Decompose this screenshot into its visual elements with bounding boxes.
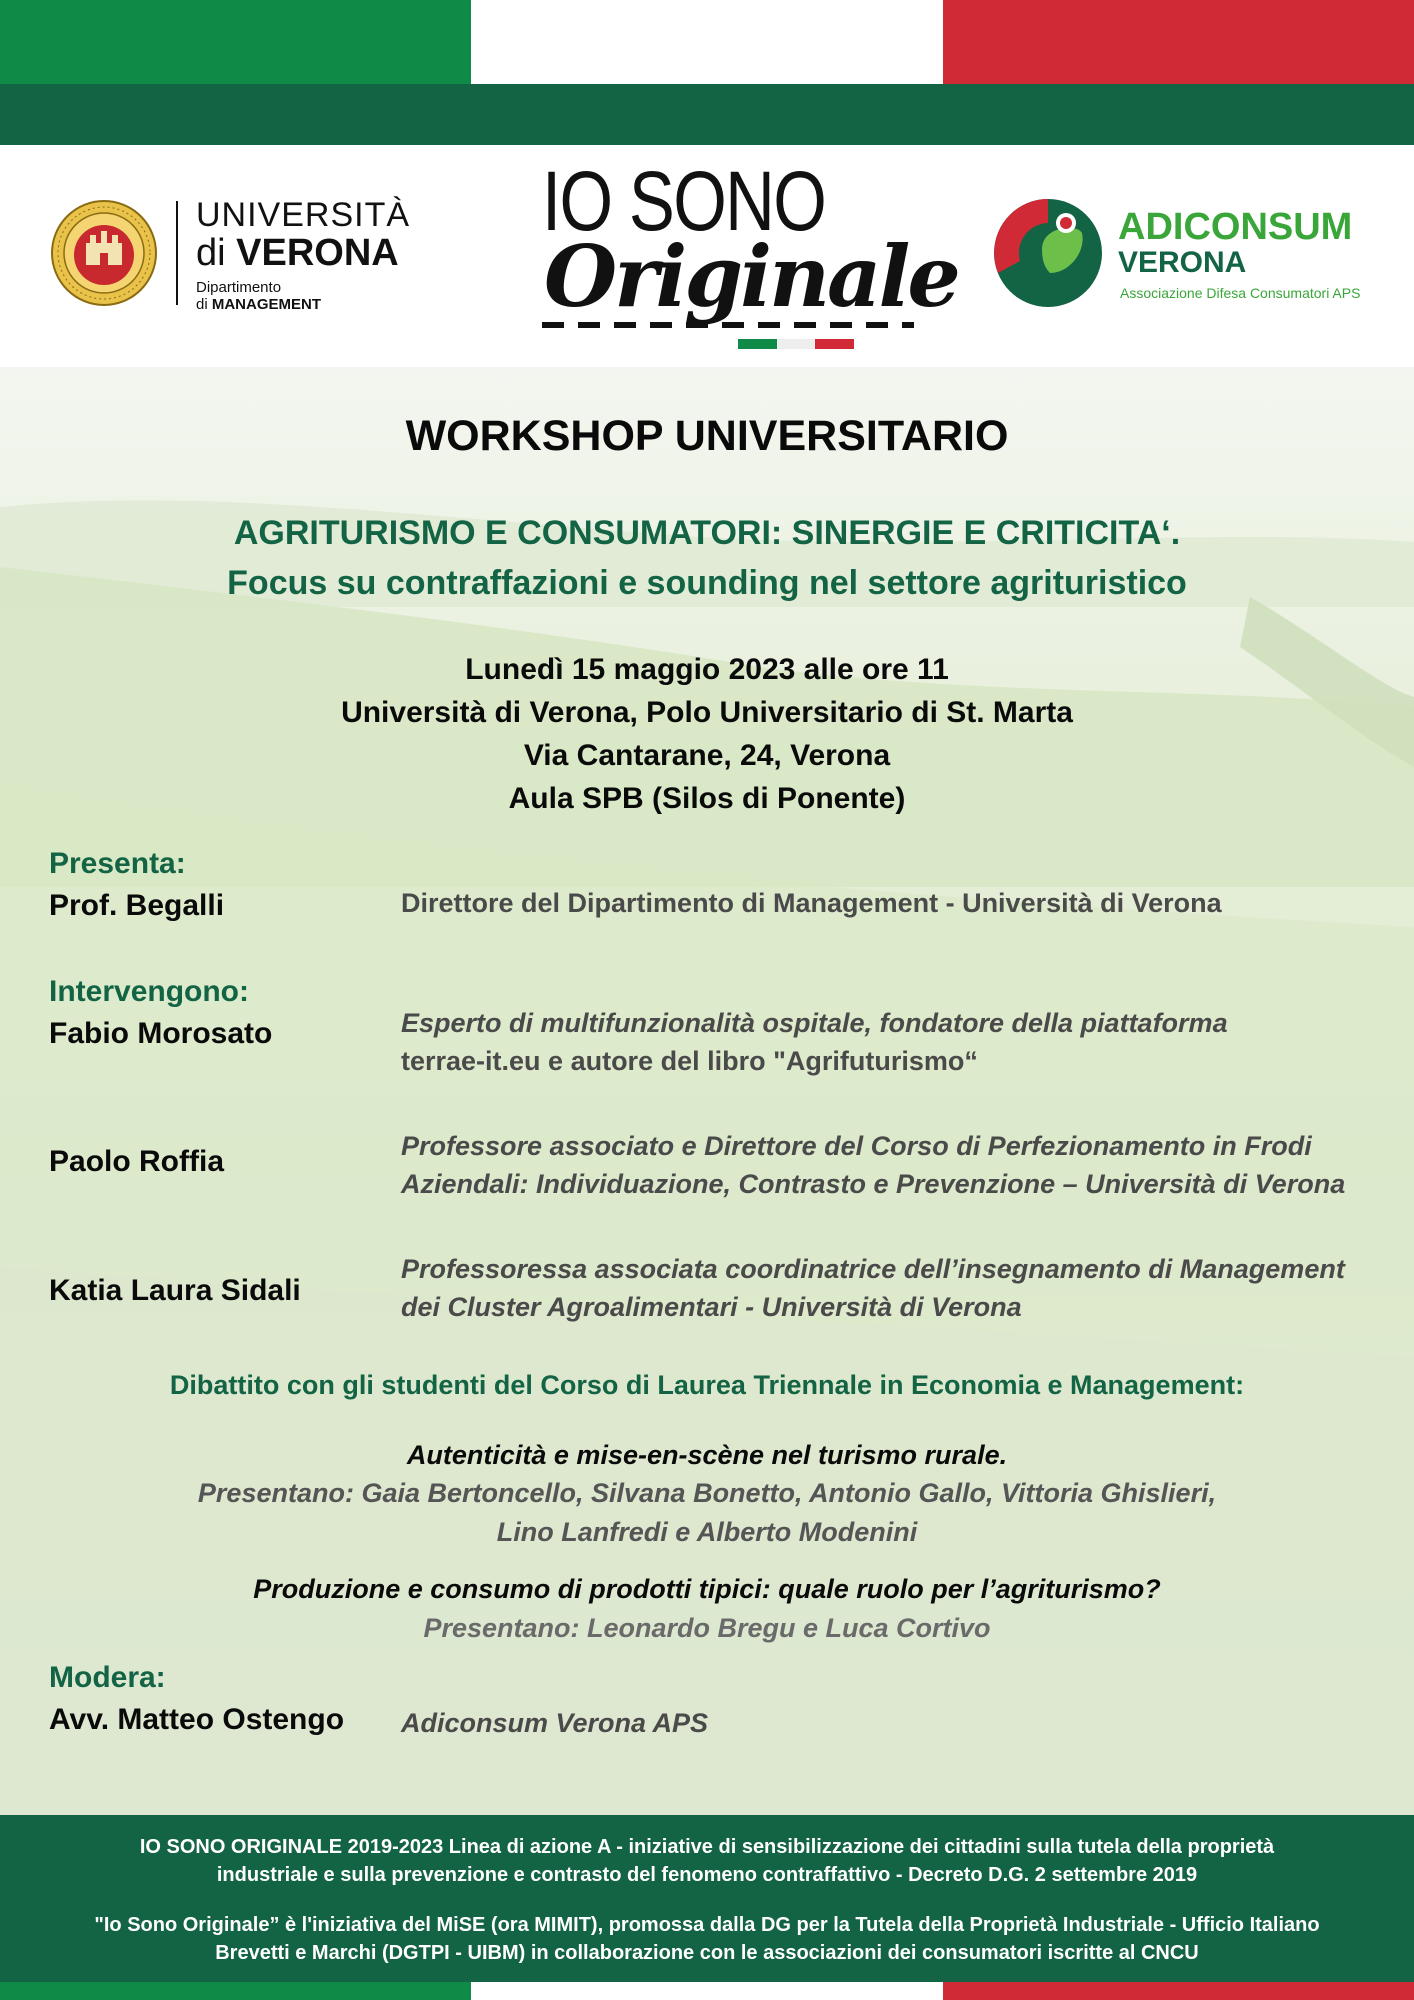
presenter-name: Prof. Begalli bbox=[49, 889, 225, 922]
footer-band bbox=[0, 1815, 1414, 1982]
univr-di: di bbox=[196, 232, 226, 274]
speaker-name: Paolo Roffia bbox=[49, 1145, 225, 1178]
speaker-role-line1: Esperto di multifunzionalità ospitale, fondatore della piattaforma bbox=[401, 1008, 1228, 1038]
footer-line4: Brevetti e Marchi (DGTPI - UIBM) in collaborazione con le associazioni dei consumatori iscritte al CNCU bbox=[215, 1942, 1199, 1964]
univr-dept-name: MANAGEMENT bbox=[211, 296, 322, 313]
univr-university-word: UNIVERSITÀ bbox=[196, 196, 411, 234]
intervengono-label: Intervengono: bbox=[49, 975, 249, 1008]
italian-flag-bottom bbox=[0, 1982, 1414, 2000]
iso-top-text: IO SONO bbox=[542, 154, 826, 248]
workshop-subtitle-line2: Focus su contraffazioni e sounding nel settore agrituristico bbox=[227, 564, 1187, 602]
workshop-title: WORKSHOP UNIVERSITARIO bbox=[405, 412, 1009, 460]
presenta-label: Presenta: bbox=[49, 847, 186, 880]
topic-title: Produzione e consumo di prodotti tipici: quale ruolo per l’agriturismo? bbox=[253, 1574, 1161, 1604]
univr-dept-di: di bbox=[196, 296, 208, 313]
topic-presenters-line2: Lino Lanfredi e Alberto Modenini bbox=[496, 1517, 918, 1547]
iso-bottom-text: Originale bbox=[544, 227, 958, 326]
flag-red-stripe bbox=[943, 1982, 1414, 2000]
topic-title: Autenticità e mise-en-scène nel turismo rurale. bbox=[406, 1440, 1008, 1470]
debate-heading: Dibattito con gli studenti del Corso di Laurea Triennale in Economia e Management: bbox=[169, 1370, 1245, 1400]
event-address: Via Cantarane, 24, Verona bbox=[523, 739, 891, 772]
speaker-role-line2: terrae-it.eu e autore del libro "Agrifuturismo“ bbox=[401, 1046, 978, 1076]
moderator-name: Avv. Matteo Ostengo bbox=[49, 1703, 345, 1736]
moderator-role: Adiconsum Verona APS bbox=[401, 1708, 709, 1738]
speaker-role-line2: dei Cluster Agroalimentari - Università di Verona bbox=[401, 1292, 1022, 1322]
workshop-subtitle-line1: AGRITURISMO E CONSUMATORI: SINERGIE E CRITICITA‘. bbox=[233, 514, 1181, 552]
presenter-role: Direttore del Dipartimento di Management - Università di Verona bbox=[401, 888, 1222, 918]
adiconsum-city: VERONA bbox=[1118, 246, 1247, 279]
speaker-name: Katia Laura Sidali bbox=[49, 1274, 301, 1307]
adiconsum-name: ADICONSUM bbox=[1118, 206, 1353, 248]
flag-green-stripe bbox=[0, 1982, 471, 2000]
modera-label: Modera: bbox=[49, 1661, 166, 1694]
footer-line2: industriale e sulla prevenzione e contrasto del fenomeno contraffattivo - Decreto D.G. 2 settembre 2019 bbox=[216, 1864, 1198, 1886]
topic-presenters-line1: Presentano: Gaia Bertoncello, Silvana Bonetto, Antonio Gallo, Vittoria Ghislieri, bbox=[197, 1478, 1217, 1508]
speaker-role-line1: Professore associato e Direttore del Corso di Perfezionamento in Frodi bbox=[401, 1131, 1312, 1161]
adiconsum-subtitle: Associazione Difesa Consumatori APS bbox=[1120, 285, 1361, 301]
topic-presenters-line1: Presentano: Leonardo Bregu e Luca Cortivo bbox=[423, 1613, 991, 1643]
event-venue: Università di Verona, Polo Universitario di St. Marta bbox=[341, 696, 1073, 729]
flag-white-stripe bbox=[471, 1982, 942, 2000]
event-date: Lunedì 15 maggio 2023 alle ore 11 bbox=[465, 653, 949, 686]
footer-line1: IO SONO ORIGINALE 2019-2023 Linea di azione A - iniziative di sensibilizzazione dei cittadini sulla tutela della proprietà bbox=[139, 1836, 1275, 1858]
speaker-role-line1: Professoressa associata coordinatrice dell’insegnamento di Management bbox=[401, 1254, 1345, 1284]
univr-city: VERONA bbox=[236, 232, 399, 274]
event-room: Aula SPB (Silos di Ponente) bbox=[508, 782, 906, 815]
footer-line3: "Io Sono Originale” è l'iniziativa del MiSE (ora MIMIT), promossa dalla DG per la Tutela della Proprietà Industriale - Ufficio Italiano bbox=[94, 1914, 1320, 1936]
univr-department-word: Dipartimento bbox=[196, 279, 282, 296]
speaker-name: Fabio Morosato bbox=[49, 1017, 273, 1050]
speaker-role-line2: Aziendali: Individuazione, Contrasto e Prevenzione – Università di Verona bbox=[401, 1169, 1346, 1199]
